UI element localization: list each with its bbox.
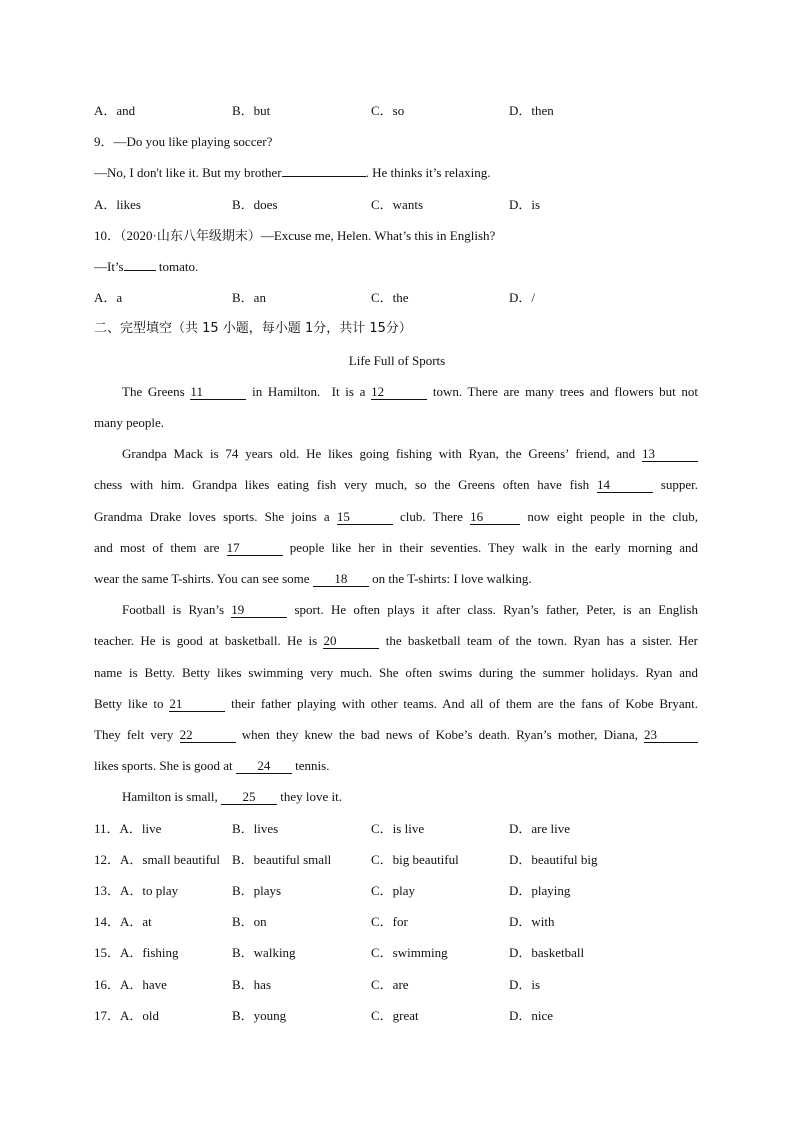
- q14-option-d: D．with: [509, 914, 555, 929]
- q10-reply: [94, 259, 198, 275]
- q17-option-d: D．nice: [509, 1008, 554, 1023]
- q11-option-b: B．lives: [232, 821, 279, 836]
- q16-option-a: 16．A．have: [94, 977, 167, 992]
- q15-option-a: 15．A．fishing: [94, 945, 179, 960]
- q9-stem: 9．—Do you like playing soccer?: [94, 134, 273, 149]
- passage-text: their father playing with other teams. And all of them are the fans of Kobe Bryant.: [225, 696, 698, 711]
- passage-line: [94, 633, 698, 649]
- passage-line: [94, 571, 532, 587]
- q8-option-b: B．but: [232, 103, 271, 118]
- passage-line: [94, 758, 329, 774]
- passage-line: [122, 446, 698, 462]
- passage-line: [94, 477, 698, 493]
- q15-option-b: B．walking: [232, 945, 296, 960]
- passage-text: tennis.: [291, 758, 330, 773]
- blank-15: 15: [337, 510, 393, 525]
- passage-line: name is Betty. Betty likes swimming very much. She often swims during the summer holidays. Ryan and: [94, 665, 698, 680]
- passage-line: [94, 696, 698, 712]
- q16-option-b: B．has: [232, 977, 272, 992]
- q9-option-c: C．wants: [371, 197, 424, 212]
- blank-19: 19: [231, 603, 287, 618]
- blank-23: 23: [644, 728, 698, 743]
- passage-text: in Hamilton. It is a: [246, 384, 372, 399]
- q10-reply-pre: —It’s: [94, 259, 124, 274]
- blank-14: 14: [597, 478, 653, 493]
- passage-line: [122, 602, 698, 618]
- q10-blank: [124, 270, 156, 271]
- q10-option-c: C．the: [371, 290, 409, 305]
- q12-option-b: B．beautiful small: [232, 852, 332, 867]
- blank-13: 13: [642, 447, 698, 462]
- blank-20: 20: [323, 634, 379, 649]
- q16-option-c: C．are: [371, 977, 409, 992]
- q13-option-c: C．play: [371, 883, 416, 898]
- passage-text: and most of them are: [94, 540, 227, 555]
- q11-option-a: 11．A．live: [94, 821, 162, 836]
- passage-text: Hamilton is small,: [122, 789, 221, 804]
- passage-text: when they knew the bad news of Kobe’s death. Ryan’s mother, Diana,: [235, 727, 645, 742]
- blank-18: 18: [313, 572, 369, 587]
- q13-option-d: D．playing: [509, 883, 571, 898]
- q10-option-b: B．an: [232, 290, 266, 305]
- q10-reply-post: tomato.: [155, 259, 199, 274]
- passage-text: They felt very: [94, 727, 180, 742]
- passage-line: [94, 509, 698, 525]
- passage-text: The Greens: [122, 384, 191, 399]
- passage-text: wear the same T-shirts. You can see some: [94, 571, 313, 586]
- q9-blank: [282, 176, 366, 177]
- passage-text: club. There: [392, 509, 471, 524]
- blank-21: 21: [169, 697, 225, 712]
- section-heading: 二、完型填空（共 15 小题，每小题 1分，共计 15分）: [94, 321, 412, 336]
- q14-option-c: C．for: [371, 914, 408, 929]
- blank-11: 11: [190, 385, 246, 400]
- passage-text: chess with him. Grandpa likes eating fish very much, so the Greens often have fish: [94, 477, 597, 492]
- passage-text: sport. He often plays it after class. Ryan’s father, Peter, is an English: [287, 602, 698, 617]
- q9-option-d: D．is: [509, 197, 541, 212]
- passage-text: Grandpa Mack is 74 years old. He likes going fishing with Ryan, the Greens’ friend, and: [122, 446, 642, 461]
- q8-option-a: A．and: [94, 103, 136, 118]
- passage-text: they love it.: [276, 789, 342, 804]
- passage-text: Betty like to: [94, 696, 170, 711]
- q10-option-a: A．a: [94, 290, 123, 305]
- q12-option-c: C．big beautiful: [371, 852, 459, 867]
- passage-text: on the T-shirts: I love walking.: [368, 571, 532, 586]
- blank-16: 16: [470, 510, 520, 525]
- q11-option-d: D．are live: [509, 821, 571, 836]
- blank-17: 17: [227, 541, 283, 556]
- blank-25: 25: [221, 790, 277, 805]
- passage-text: now eight people in the club,: [520, 509, 698, 524]
- q14-option-b: B．on: [232, 914, 267, 929]
- blank-24: 24: [236, 759, 292, 774]
- passage-text: teacher. He is good at basketball. He is: [94, 633, 324, 648]
- passage-text: Grandma Drake loves sports. She joins a: [94, 509, 337, 524]
- q12-option-d: D．beautiful big: [509, 852, 598, 867]
- blank-12: 12: [371, 385, 427, 400]
- passage-text: people like her in their seventies. They walk in the early morning and: [282, 540, 699, 555]
- q9-reply-post: . He thinks it’s relaxing.: [365, 165, 491, 180]
- q8-option-d: D．then: [509, 103, 554, 118]
- passage-text: the basketball team of the town. Ryan has a sister. Her: [379, 633, 698, 648]
- passage-text: Football is Ryan’s: [122, 602, 232, 617]
- q10-stem: 10．（2020·山东八年级期末）—Excuse me, Helen. What’s this in English?: [94, 228, 496, 243]
- passage-line: [122, 384, 698, 400]
- q12-option-a: 12．A．small beautiful: [94, 852, 221, 867]
- q8-option-c: C．so: [371, 103, 405, 118]
- blank-22: 22: [180, 728, 236, 743]
- passage-line: [94, 727, 698, 743]
- q17-option-b: B．young: [232, 1008, 287, 1023]
- q9-reply: [94, 165, 491, 181]
- passage-text: likes sports. She is good at: [94, 758, 236, 773]
- q9-reply-pre: —No, I don't like it. But my brother: [94, 165, 282, 180]
- passage-line: [94, 540, 698, 556]
- q9-option-a: A．likes: [94, 197, 141, 212]
- passage-line: many people.: [94, 415, 165, 430]
- q17-option-c: C．great: [371, 1008, 419, 1023]
- passage-line: [122, 789, 342, 805]
- q11-option-c: C．is live: [371, 821, 425, 836]
- q15-option-c: C．swimming: [371, 945, 448, 960]
- passage-text: town. There are many trees and flowers but not: [427, 384, 698, 399]
- passage-title: Life Full of Sports: [348, 353, 446, 368]
- passage-text: supper.: [652, 477, 698, 492]
- q14-option-a: 14．A．at: [94, 914, 152, 929]
- q10-option-d: D．/: [509, 290, 536, 305]
- q16-option-d: D．is: [509, 977, 541, 992]
- q9-option-b: B．does: [232, 197, 278, 212]
- q15-option-d: D．basketball: [509, 945, 585, 960]
- q13-option-b: B．plays: [232, 883, 282, 898]
- q13-option-a: 13．A．to play: [94, 883, 179, 898]
- q17-option-a: 17．A．old: [94, 1008, 160, 1023]
